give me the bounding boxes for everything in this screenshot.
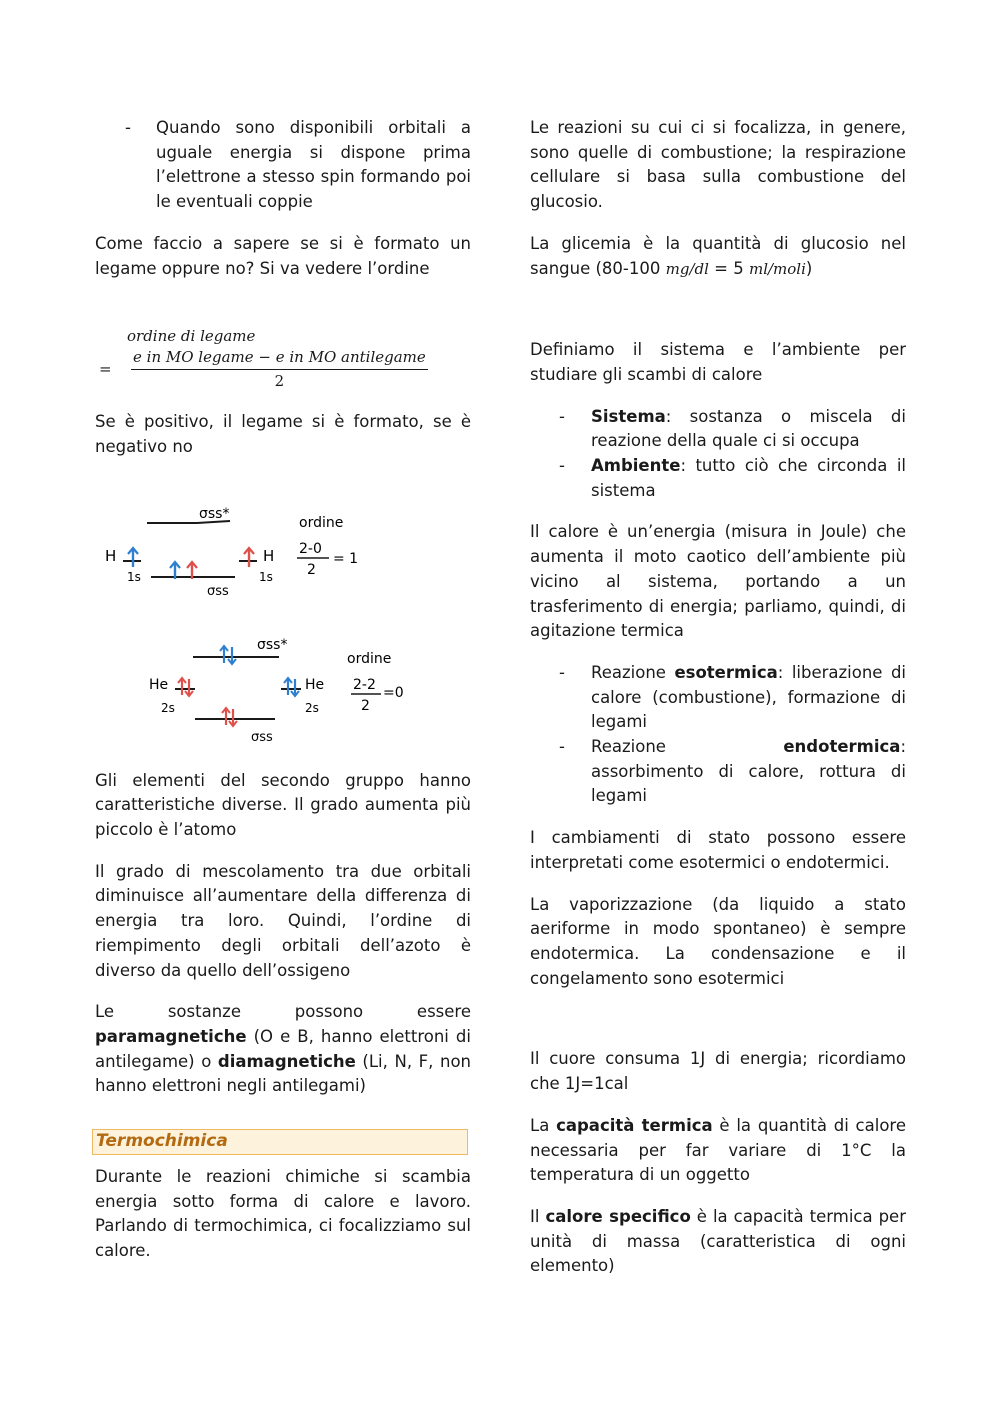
- reaction-list: [530, 661, 906, 809]
- text-run: : sostanza o miscela di reazione della quale ci si occupa: [591, 406, 906, 451]
- text-run: La glicemia è la quantità di glucosio nel sangue (80-100: [530, 233, 906, 278]
- term-exothermic: esotermica: [674, 662, 778, 682]
- order-numerator: 2-2: [353, 676, 376, 693]
- paragraph-heart: Il cuore consuma 1J di energia; ricordiamo che 1J=1cal: [530, 1049, 906, 1094]
- paragraph-specific-heat: [530, 1205, 906, 1279]
- system-list: [530, 405, 906, 504]
- atom-right-label: H: [263, 546, 275, 565]
- bond-order-formula: [95, 325, 471, 392]
- term-heat-capacity: capacità termica: [556, 1115, 713, 1135]
- math-unit: ml/moli: [748, 259, 806, 278]
- orbital-left-label: 2s: [161, 700, 175, 715]
- text-run: : assorbimento di calore, rottura di legami: [591, 737, 906, 806]
- text-run: Le sostanze possono essere: [95, 1002, 471, 1022]
- text-run: è la quantità di calore necessaria per far variare di 1°C la temperatura di un oggetto: [530, 1115, 906, 1185]
- paragraph-positive: Se è positivo, il legame si è formato, se è negativo no: [95, 412, 471, 456]
- bonding-label: σss: [207, 583, 229, 597]
- order-denominator: 2: [307, 561, 316, 578]
- order-denominator: 2: [361, 697, 370, 714]
- text-run: La: [530, 1115, 557, 1135]
- right-column: [530, 116, 906, 1296]
- formula-equals: =: [99, 360, 112, 379]
- paragraph-combustion: Le reazioni su cui ci si focalizza, in genere, sono quelle di combustione; la respirazione cellulare si basa sulla combustione del glucosio.: [530, 118, 906, 212]
- formula-lhs: ordine di legame: [127, 327, 256, 346]
- orbital-left-label: 1s: [127, 569, 141, 584]
- term-diamagnetic: diamagnetiche: [217, 1051, 356, 1071]
- order-numerator: 2-0: [299, 540, 322, 557]
- text-run: ): [805, 258, 813, 278]
- orbital-right-label: 2s: [305, 700, 319, 715]
- term-endothermic: endotermica: [783, 737, 901, 757]
- list-item: [530, 454, 906, 503]
- antibonding-label: σss*: [257, 636, 288, 653]
- text-run: (O e B, hanno elettroni di antilegame) o: [95, 1026, 471, 1071]
- text-run: Reazione: [591, 737, 784, 757]
- paragraph-magnetic: [95, 1000, 471, 1099]
- formula-denominator: 2: [274, 372, 285, 391]
- term-system: Sistema: [591, 406, 666, 426]
- orbital-filling-list: [95, 116, 471, 215]
- order-label: ordine: [299, 514, 344, 531]
- list-item: [530, 735, 906, 809]
- formula-fraction: [131, 347, 428, 392]
- paragraph-system-intro: Definiamo il sistema e l’ambiente per studiare gli scambi di calore: [530, 340, 906, 384]
- paragraph-bond-question: Come faccio a sapere se si è formato un legame oppure no? Si va vedere l’ordine: [95, 233, 471, 278]
- order-result: = 1: [333, 550, 359, 567]
- text-run: = 5: [708, 258, 749, 278]
- list-item: - Quando sono disponibili orbitali a uguale energia si dispone prima l’elettrone a stesso spin formando poi le eventuali coppie: [95, 116, 471, 215]
- text-run: è la capacità termica per unità di massa (caratteristica di ogni elemento): [530, 1206, 906, 1276]
- atom-right-label: He: [305, 676, 325, 693]
- paragraph-second-group: Gli elementi del secondo gruppo hanno caratteristiche diverse. Il grado aumenta più piccolo è l’atomo: [95, 770, 471, 840]
- atom-left-label: H: [105, 546, 117, 565]
- term-environment: Ambiente: [591, 456, 681, 476]
- antibonding-label: σss*: [199, 505, 230, 522]
- paragraph-glycemia: [530, 232, 906, 281]
- text-run: Reazione: [591, 662, 675, 682]
- paragraph-state-changes: I cambiamenti di stato possono essere interpretati come esotermici o endotermici.: [530, 828, 906, 872]
- order-result: =0: [383, 684, 404, 701]
- list-item: [530, 661, 906, 735]
- formula-numerator: e in MO legame − e in MO antilegame: [131, 347, 428, 370]
- text-run: Il: [530, 1206, 546, 1226]
- h2-mo-diagram: [95, 477, 471, 597]
- bonding-label: σss: [251, 729, 273, 745]
- section-heading: Termochimica: [92, 1129, 468, 1155]
- paragraph-capacity: [530, 1114, 906, 1188]
- math-unit: mg/dl: [665, 259, 709, 278]
- atom-left-label: He: [149, 676, 169, 693]
- paragraph-heat: Il calore è un’energia (misura in Joule) che aumenta il moto caotico dell’ambiente più vicino al sistema, portando a un trasferimento di energia; parliamo, quindi, di agitazione termica: [530, 522, 906, 641]
- left-column: [95, 116, 471, 1281]
- paragraph-vaporization: La vaporizzazione (da liquido a stato aeriforme in modo spontaneo) è sempre endotermica. La condensazione e il congelamento sono esotermici: [530, 894, 906, 988]
- text-run: : liberazione di calore (combustione), formazione di legami: [591, 662, 906, 732]
- term-paramagnetic: paramagnetiche: [95, 1026, 247, 1046]
- text-run: : tutto ciò che circonda il sistema: [591, 456, 906, 500]
- term-specific-heat: calore specifico: [545, 1206, 691, 1226]
- paragraph-thermo: Durante le reazioni chimiche si scambia energia sotto forma di calore e lavoro. Parlando di termochimica, ci focalizziamo sul calore.: [95, 1167, 471, 1261]
- order-label: ordine: [347, 650, 392, 667]
- he2-mo-diagram: [95, 627, 471, 751]
- list-item: [530, 405, 906, 454]
- orbital-right-label: 1s: [259, 569, 273, 584]
- text-run: (Li, N, F, non hanno elettroni negli antilegami): [95, 1051, 471, 1096]
- paragraph-mixing: Il grado di mescolamento tra due orbitali diminuisce all’aumentare della differenza di energia tra loro. Quindi, l’ordine di riempimento degli orbitali dell’azoto è diverso da quello dell’ossigeno: [95, 861, 471, 980]
